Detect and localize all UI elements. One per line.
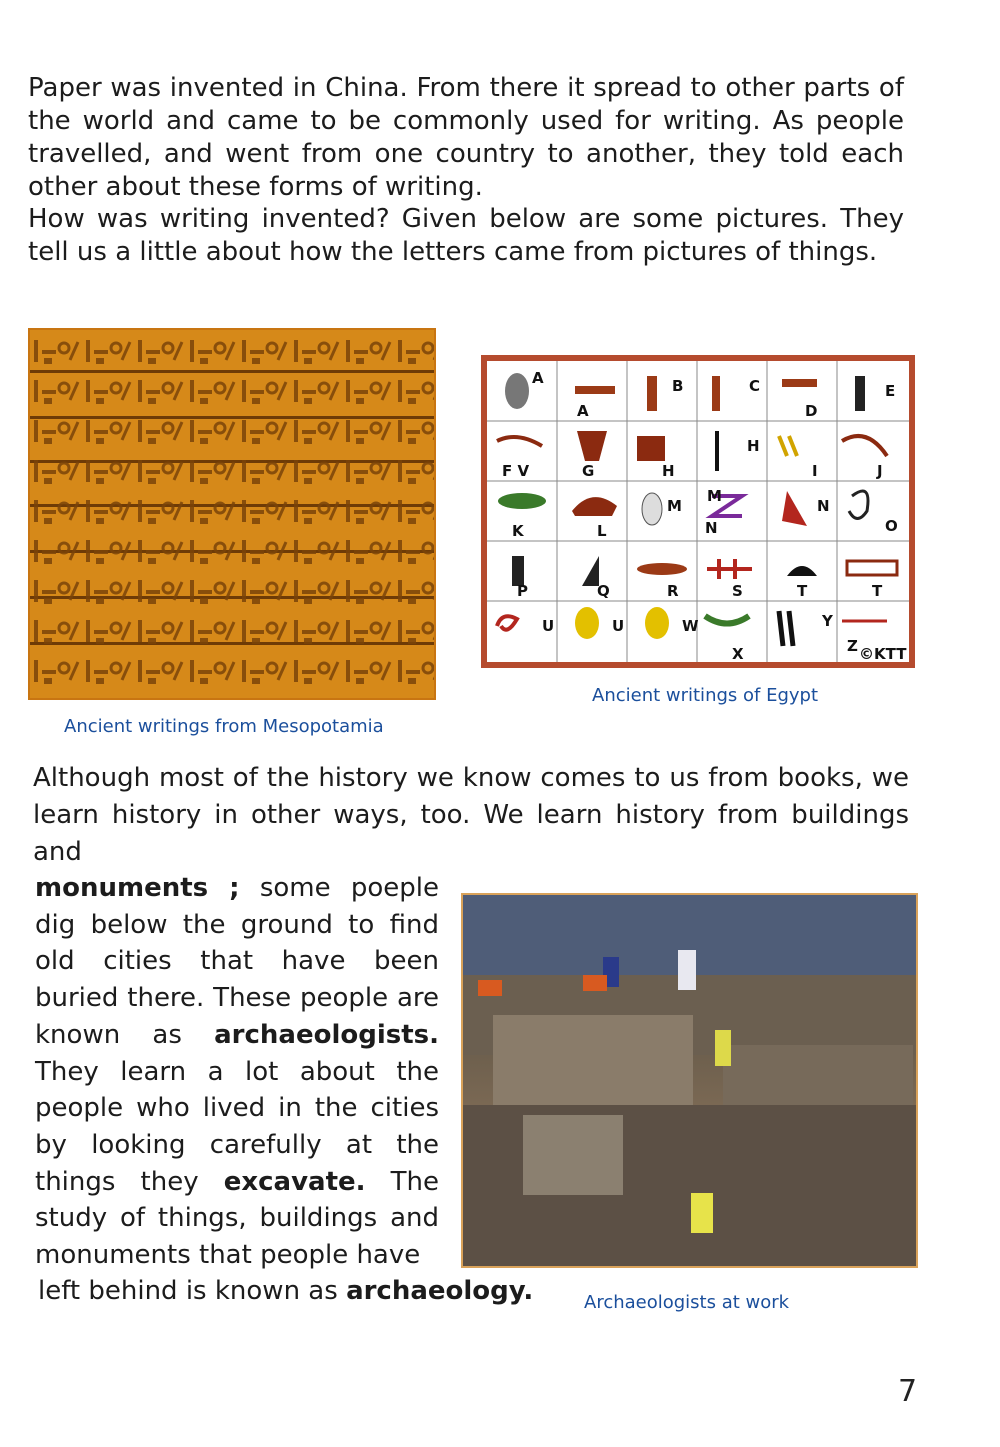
egypt-hieroglyph-chart-image xyxy=(481,355,915,668)
term-excavate: excavate. xyxy=(223,1166,366,1197)
egypt-letter-label: K xyxy=(512,522,524,540)
mesopotamia-writing-image xyxy=(28,328,436,700)
archaeologists-at-work-photo xyxy=(461,893,918,1268)
egypt-letter-label: T xyxy=(872,582,883,600)
egypt-letter-label: G xyxy=(582,462,595,480)
page-number: 7 xyxy=(898,1374,918,1409)
archaeologists-paragraph xyxy=(35,870,439,1274)
paragraph-text: left behind is known as xyxy=(38,1276,347,1306)
egypt-chart-copyright: ©KTT xyxy=(859,645,907,662)
egypt-letter-label: J xyxy=(877,462,883,480)
egypt-letter-label: L xyxy=(597,522,607,540)
egypt-letter-label: U xyxy=(612,617,625,635)
egypt-letter-label: X xyxy=(732,645,744,662)
paragraph-text: some poeple dig below the ground to find old cities that have been buried there. These people are known as xyxy=(35,873,439,1050)
egypt-letter-label: E xyxy=(885,382,896,400)
egypt-letter-label: H xyxy=(747,437,760,455)
egypt-letter-label: S xyxy=(732,582,743,600)
mesopotamia-caption: Ancient writings from Mesopotamia xyxy=(64,716,384,737)
archaeologists-caption: Archaeologists at work xyxy=(584,1292,790,1313)
egypt-letter-label: M xyxy=(707,487,722,505)
term-monuments: monuments ; xyxy=(35,873,240,903)
egypt-letter-label: Z xyxy=(847,637,858,655)
egypt-caption: Ancient writings of Egypt xyxy=(592,685,819,706)
egypt-letter-label: F V xyxy=(502,462,530,480)
archaeology-definition-line xyxy=(38,1274,578,1308)
egypt-letter-label: B xyxy=(672,377,684,395)
paragraph-text: The study of things, buildings and monuments that people have xyxy=(35,1166,439,1271)
egypt-letter-label: D xyxy=(805,402,818,420)
term-archaeology: archaeology. xyxy=(346,1276,534,1306)
egypt-letter-label: T xyxy=(797,582,808,600)
egypt-letter-label: P xyxy=(517,582,528,600)
egypt-letter-label: R xyxy=(667,582,679,600)
egypt-letter-label: N xyxy=(817,497,830,515)
egypt-letter-label: Y xyxy=(822,612,833,630)
egypt-letter-label: U xyxy=(542,617,555,635)
paragraph-text: They learn a lot about the people who lived in the cities by looking carefully at the things they xyxy=(35,1056,439,1197)
egypt-letter-label: Q xyxy=(597,582,610,600)
egypt-letter-label: N xyxy=(705,519,718,537)
egypt-letter-label: I xyxy=(812,462,818,480)
egypt-letter-label: A xyxy=(532,369,544,387)
history-sources-paragraph: Although most of the history we know comes to us from books, we learn history in other ways, too. We learn history from buildings and xyxy=(33,763,909,867)
intro-paragraph: Paper was invented in China. From there it spread to other parts of the world and came to be commonly used for writing. As people travelled, and went from one country to another, they told each other about these forms of writing. xyxy=(28,73,904,202)
egypt-letter-label: O xyxy=(885,517,898,535)
egypt-letter-label: H xyxy=(662,462,675,480)
egypt-letter-label: M xyxy=(667,497,682,515)
egypt-letter-label: A xyxy=(577,402,589,420)
egypt-letter-label: W xyxy=(682,617,699,635)
egypt-letter-label: C xyxy=(749,377,761,395)
writing-invention-paragraph: How was writing invented? Given below are some pictures. They tell us a little about how the letters came from pictures of things. xyxy=(28,204,904,267)
term-archaeologists: archaeologists. xyxy=(214,1019,439,1050)
